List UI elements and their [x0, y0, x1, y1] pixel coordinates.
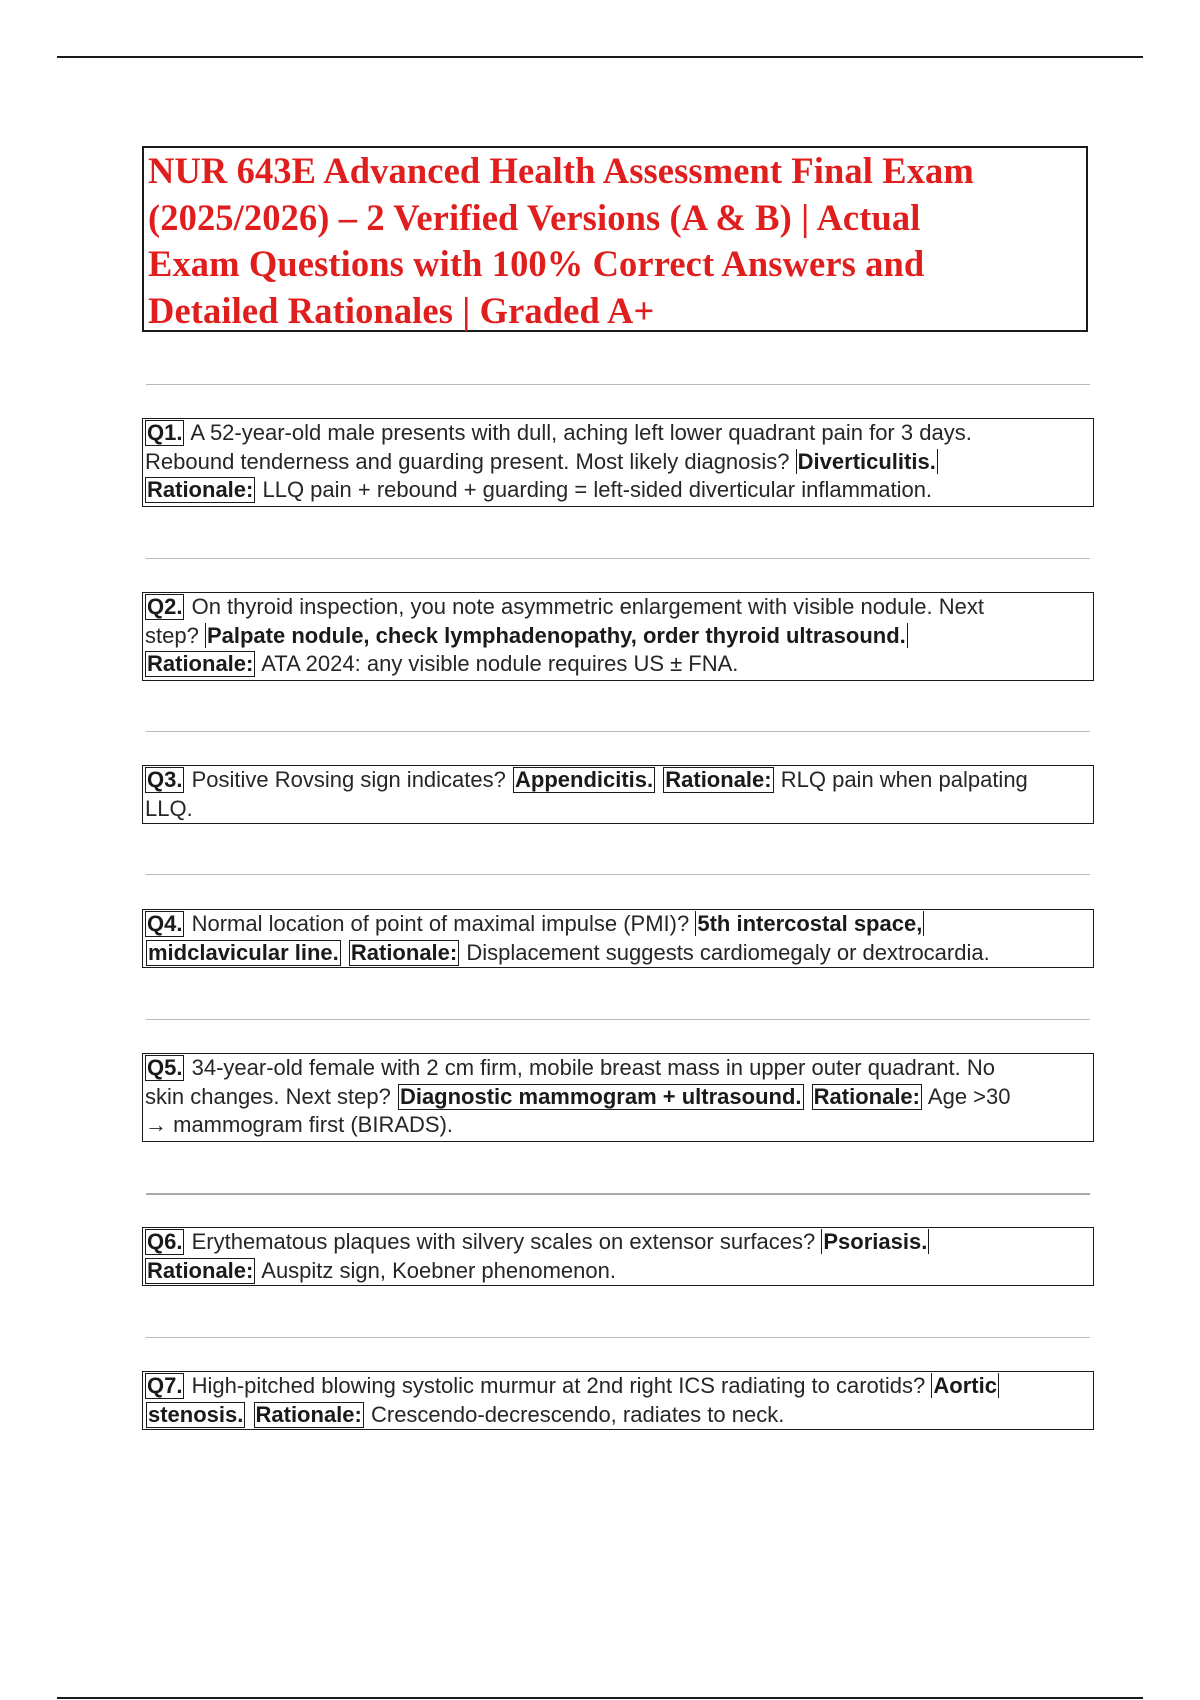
rationale-text: Auspitz sign, Koebner phenomenon.: [261, 1257, 616, 1283]
rationale-text: Displacement suggests cardiomegaly or dextrocardia.: [466, 939, 990, 965]
title-line: NUR 643E Advanced Health Assessment Final Exam: [148, 150, 974, 191]
rationale-text: → mammogram first (BIRADS).: [145, 1112, 454, 1137]
rationale-label: Rationale:: [350, 939, 458, 965]
question-card-q4: [142, 909, 1094, 968]
section-divider: [146, 558, 1090, 559]
question-text: skin changes. Next step?: [145, 1083, 391, 1109]
section-divider: [146, 1019, 1090, 1020]
answer-text: Diagnostic mammogram + ultrasound.: [399, 1083, 802, 1109]
answer-text: Psoriasis.: [823, 1229, 928, 1254]
document-title-box: [142, 146, 1088, 332]
rationale-label: Rationale:: [665, 767, 772, 792]
answer-text: stenosis.: [148, 1401, 244, 1427]
section-divider: [146, 731, 1090, 732]
rationale-text: RLQ pain when palpating: [780, 767, 1028, 792]
answer-text: Diverticulitis.: [797, 448, 936, 474]
question-text: step?: [145, 622, 199, 648]
title-line: Detailed Rationales | Graded A+: [148, 289, 655, 331]
question-card-q3: [142, 765, 1094, 824]
answer-text: midclavicular line.: [148, 939, 339, 965]
answer-text: Aortic: [933, 1373, 997, 1398]
section-divider: [146, 1337, 1090, 1338]
rationale-text: LLQ pain + rebound + guarding = left-sided diverticular inflammation.: [262, 477, 933, 502]
question-text: On thyroid inspection, you note asymmetric enlargement with visible nodule. Next: [191, 594, 984, 619]
section-divider: [146, 1193, 1090, 1195]
rationale-label: Rationale:: [147, 1257, 254, 1283]
title-line: (2025/2026) – 2 Verified Versions (A & B) | Actual: [148, 196, 921, 238]
question-label: Q1.: [147, 420, 183, 445]
question-card-q2: [142, 592, 1094, 681]
rationale-label: Rationale:: [147, 477, 254, 502]
rationale-text: Crescendo-decrescendo, radiates to neck.: [370, 1401, 785, 1427]
answer-text: Palpate nodule, check lymphadenopathy, order thyroid ultrasound.: [206, 622, 906, 648]
rationale-label: Rationale:: [255, 1401, 362, 1427]
section-divider: [146, 384, 1090, 385]
question-card-q7: [142, 1371, 1094, 1430]
question-label: Q6.: [147, 1229, 183, 1254]
question-text: High-pitched blowing systolic murmur at 2nd right ICS radiating to carotids?: [191, 1373, 926, 1398]
question-card-q6: [142, 1227, 1094, 1286]
question-label: Q2.: [147, 594, 183, 619]
question-text: Normal location of point of maximal impulse (PMI)?: [191, 911, 690, 936]
page-bottom-rule: [57, 1697, 1143, 1699]
document-title: [148, 148, 1082, 334]
question-card-q1: [142, 418, 1094, 507]
question-label: Q4.: [147, 911, 183, 936]
question-label: Q5.: [147, 1055, 183, 1080]
question-text: A 52-year-old male presents with dull, aching left lower quadrant pain for 3 days.: [190, 420, 972, 445]
rationale-text: LLQ.: [145, 795, 193, 821]
question-text: Positive Rovsing sign indicates?: [191, 767, 506, 792]
question-text: Erythematous plaques with silvery scales on extensor surfaces?: [191, 1229, 816, 1254]
answer-text: Appendicitis.: [515, 767, 654, 792]
page-top-rule: [57, 56, 1143, 58]
answer-text: 5th intercostal space,: [697, 911, 923, 936]
question-label: Q3.: [147, 767, 183, 792]
section-divider: [146, 874, 1090, 875]
question-card-q5: [142, 1053, 1094, 1142]
rationale-text: Age >30: [927, 1083, 1011, 1109]
rationale-text: ATA 2024: any visible nodule requires US ± FNA.: [261, 651, 739, 676]
rationale-label: Rationale:: [813, 1083, 920, 1109]
rationale-label: Rationale:: [147, 651, 254, 676]
title-line: Exam Questions with 100% Correct Answers and: [148, 243, 925, 284]
question-label: Q7.: [147, 1373, 183, 1398]
question-text: Rebound tenderness and guarding present. Most likely diagnosis?: [145, 448, 790, 474]
question-text: 34-year-old female with 2 cm firm, mobile breast mass in upper outer quadrant. No: [191, 1055, 995, 1080]
